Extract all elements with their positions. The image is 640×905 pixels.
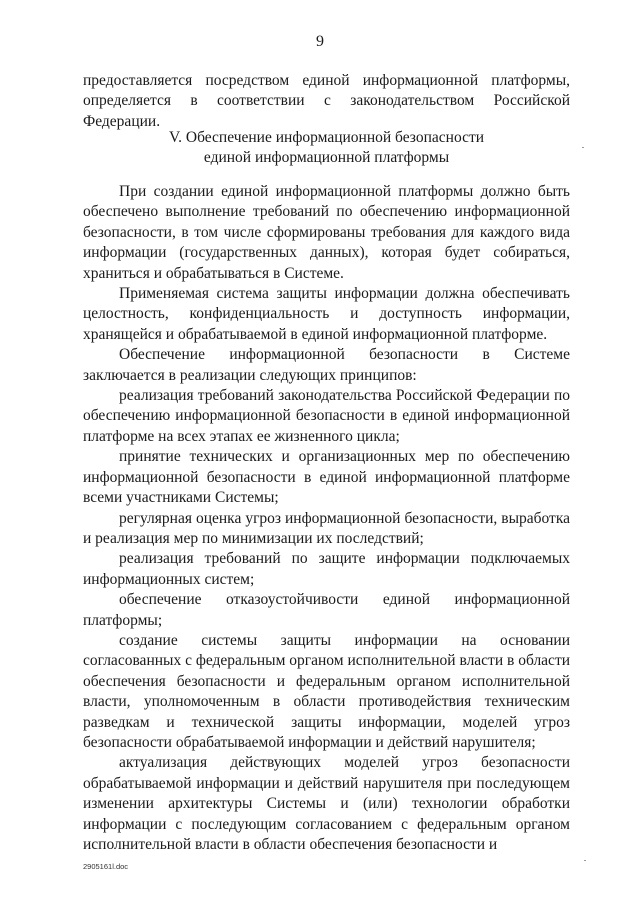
principle-item: обеспечение отказоустойчивости единой информационной платформы; <box>83 591 570 629</box>
scan-artifact-dot <box>584 860 586 861</box>
lead-paragraph: предоставляется посредством единой информационной платформы, определяется в соответствии с законодательством Российской Федерации. <box>83 72 570 130</box>
page-number: 9 <box>316 33 324 50</box>
lead-paragraph-block <box>83 71 570 132</box>
principle-item: регулярная оценка угроз информационной безопасности, выработка и реализация мер по минимизации их последствий; <box>83 509 570 547</box>
body-text <box>83 182 570 855</box>
section-title-line-2: единой информационной платформы <box>203 149 450 167</box>
section-title-line-1: V. Обеспечение информационной безопасности <box>168 129 485 146</box>
footer-file-code: 2905161l.doc <box>83 862 129 871</box>
principle-item: реализация требований законодательства Российской Федерации по обеспечению информационной безопасности в единой информационной платформе на всех этапах ее жизненного цикла; <box>83 387 570 445</box>
principle-item: принятие технических и организационных мер по обеспечению информационной безопасности в единой информационной платформе всеми участниками Системы; <box>83 448 570 507</box>
paragraph: Обеспечение информационной безопасности в Системе заключается в реализации следующих принципов: <box>83 346 570 384</box>
paragraph: Применяемая система защиты информации должна обеспечивать целостность, конфиденциальность и доступность информации, хранящейся и обрабатываемой в единой информационной платформе. <box>83 285 570 343</box>
paragraph: При создании единой информационной платформы должно быть обеспечено выполнение требований по обеспечению информационной безопасности, в том числе сформированы требования для каждого вида информации (государственных данных), которая будет собираться, храниться и обрабатываться в Системе. <box>83 183 570 282</box>
section-heading <box>83 128 570 169</box>
principle-item: создание системы защиты информации на основании согласованных с федеральным органом исполнительной власти в области обеспечения безопасности и федеральным органом исполнительной власти, уполномоченным в области противодействия техническим разведкам и технической защиты информации, моделей угроз безопасности обрабатываемой информации и действий нарушителя; <box>83 631 571 751</box>
principle-item: реализация требований по защите информации подключаемых информационных систем; <box>83 550 570 588</box>
principle-item: актуализация действующих моделей угроз безопасности обрабатываемой информации и действий нарушителя при последующем изменении архитектуры Системы и (или) технологии обработки информации с последующим согласованием с федеральным органом исполнительной власти в области обеспечения безопасности и <box>83 754 570 853</box>
scan-artifact-dot <box>582 147 584 148</box>
